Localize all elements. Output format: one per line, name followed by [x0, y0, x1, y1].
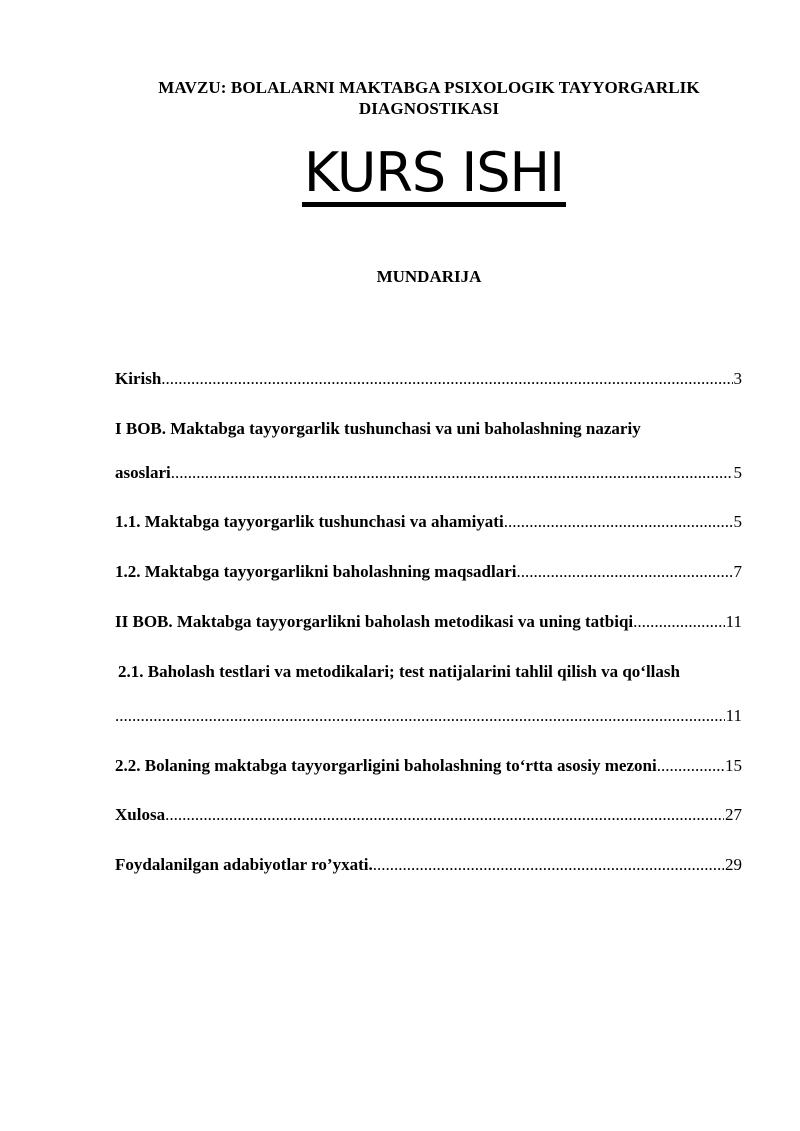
toc-entry-page: 5: [733, 463, 742, 482]
toc-entry-page: 11: [725, 612, 742, 631]
toc-entry-label: Kirish: [115, 369, 162, 388]
topic-line-1: MAVZU: BOLALARNI MAKTABGA PSIXOLOGIK TAYYORGARLIK: [158, 78, 700, 97]
toc-entry: [115, 705, 742, 727]
toc-entry: [115, 511, 742, 533]
toc-entry-label: Xulosa: [115, 805, 166, 824]
toc-entry-page: 5: [733, 512, 742, 531]
toc-leader: [373, 854, 724, 876]
toc-leader: [516, 561, 732, 583]
toc-entry: [115, 611, 742, 633]
toc-entry-page: 27: [725, 805, 742, 824]
toc-entry-label: asoslari: [115, 463, 171, 482]
toc-entry: [115, 462, 742, 484]
toc-leader: [171, 462, 733, 484]
toc-entry-page: 11: [725, 706, 742, 725]
toc-entry-label: II BOB. Maktabga tayyorgarlikni baholash metodikasi va uning tatbiqi: [115, 612, 634, 631]
toc-leader: [657, 755, 724, 777]
toc-entry-label: 2.2. Bolaning maktabga tayyorgarligini baholashning to‘rtta asosiy mezoni: [115, 756, 657, 775]
toc-entry-page: 29: [725, 855, 742, 874]
topic-heading: [100, 77, 758, 119]
toc-leader: [504, 511, 733, 533]
toc-entry: [115, 368, 742, 390]
toc-leader: [165, 804, 724, 826]
toc-leader: [633, 611, 724, 633]
toc-leader: [115, 705, 725, 727]
toc-leader: [161, 368, 732, 390]
toc-entry-label: 1.2. Maktabga tayyorgarlikni baholashning maqsadlari: [115, 562, 517, 581]
document-title: [0, 140, 800, 207]
toc-entry: [115, 804, 742, 826]
topic-line-2: DIAGNOSTIKASI: [358, 99, 500, 118]
toc-entry: [115, 561, 742, 583]
toc-entry-page: 7: [733, 562, 742, 581]
toc-entry: [115, 755, 742, 777]
toc-entry-label-line1: 2.1. Baholash testlari va metodikalari; test natijalarini tahlil qilish va qo‘llash: [118, 662, 680, 681]
toc-heading: MUNDARIJA: [376, 267, 482, 286]
toc-entry: [115, 854, 742, 876]
toc-entry-label: 1.1. Maktabga tayyorgarlik tushunchasi va ahamiyati: [115, 512, 504, 531]
toc-entry-page: 3: [733, 369, 742, 388]
document-title-text: KURS ISHI: [302, 144, 566, 207]
toc-entry-label-line1: I BOB. Maktabga tayyorgarlik tushunchasi va uni baholashning nazariy: [115, 419, 641, 438]
toc-entry-page: 15: [725, 756, 742, 775]
toc-entry-label: Foydalanilgan adabiyotlar ro’yxati.: [115, 855, 373, 874]
